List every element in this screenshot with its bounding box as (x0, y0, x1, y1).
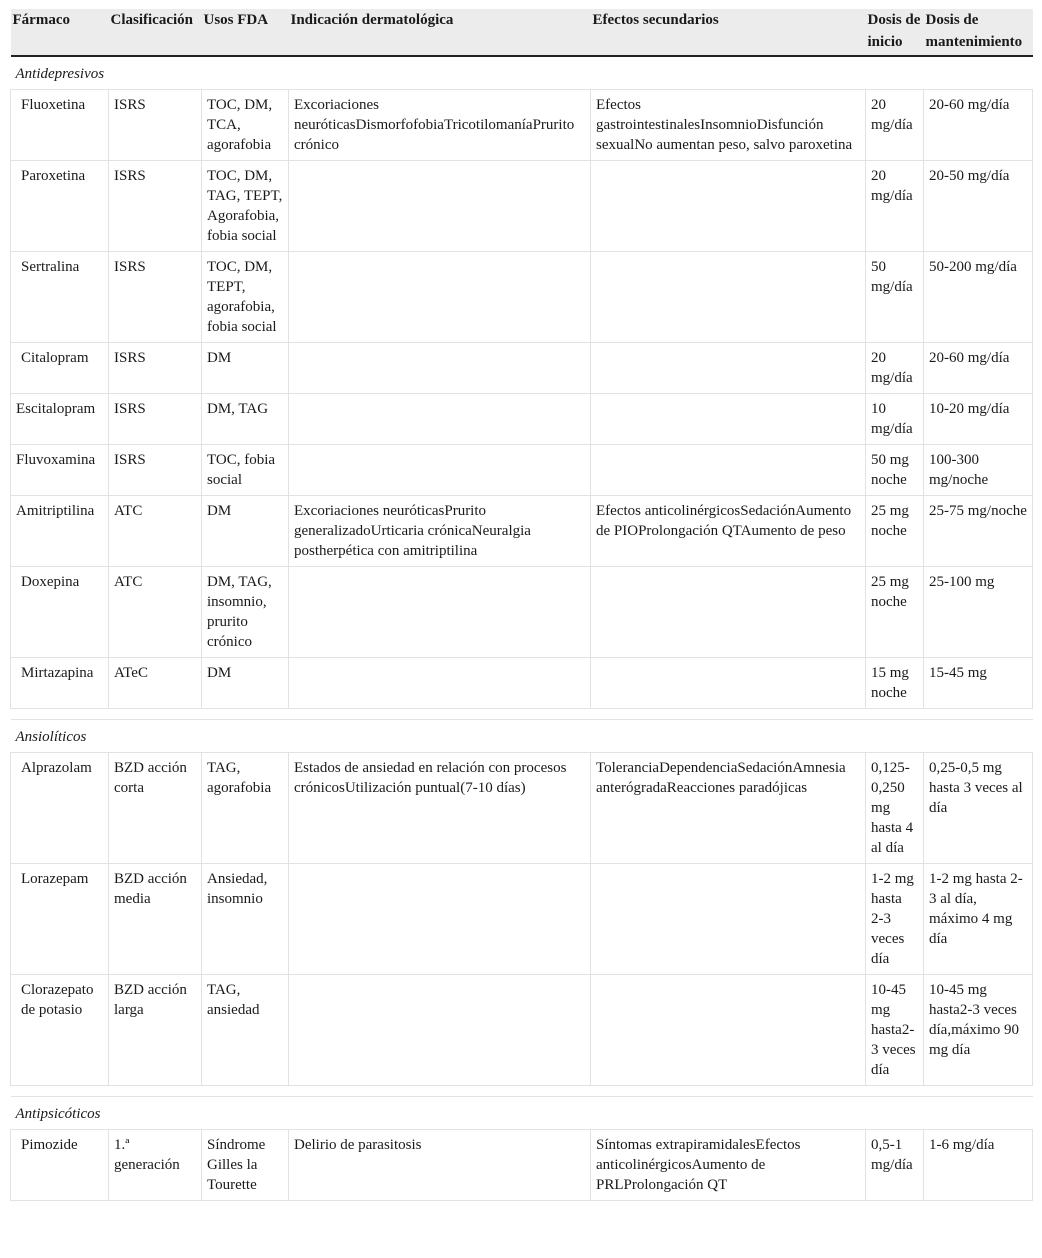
cell-usos: DM, TAG (202, 394, 289, 445)
cell-farmaco: Pimozide (11, 1130, 109, 1201)
cell-indicacion (289, 394, 591, 445)
cell-dosis-inicio: 0,5-1 mg/día (866, 1130, 924, 1201)
spacer-cell (11, 709, 1033, 720)
cell-farmaco: Sertralina (11, 252, 109, 343)
cell-indicacion: Excoriaciones neuróticasDismorfofobiaTricotilomaníaPrurito crónico (289, 90, 591, 161)
table-body (11, 56, 1033, 1201)
cell-usos: DM (202, 496, 289, 567)
cell-farmaco: Escitalopram (11, 394, 109, 445)
cell-usos: Ansiedad, insomnio (202, 864, 289, 975)
cell-efectos (591, 864, 866, 975)
header-usos: Usos FDA (202, 9, 289, 56)
cell-clasificacion: ISRS (109, 252, 202, 343)
cell-usos: DM (202, 658, 289, 709)
table-row (11, 864, 1033, 975)
table-row (11, 252, 1033, 343)
table-row (11, 1130, 1033, 1201)
section-title-row (11, 1097, 1033, 1130)
header-indicacion: Indicación dermatológica (289, 9, 591, 56)
cell-farmaco: Doxepina (11, 567, 109, 658)
cell-dosis-inicio: 20 mg/día (866, 161, 924, 252)
cell-dosis-mantenimiento: 25-100 mg (924, 567, 1033, 658)
cell-efectos: Efectos anticolinérgicosSedaciónAumento de PIOProlongación QTAumento de peso (591, 496, 866, 567)
cell-indicacion (289, 161, 591, 252)
cell-dosis-inicio: 50 mg noche (866, 445, 924, 496)
cell-farmaco: Lorazepam (11, 864, 109, 975)
table-row (11, 496, 1033, 567)
cell-dosis-mantenimiento: 20-60 mg/día (924, 90, 1033, 161)
cell-dosis-mantenimiento: 50-200 mg/día (924, 252, 1033, 343)
cell-indicacion (289, 975, 591, 1086)
section-spacer (11, 709, 1033, 720)
section-title: Antipsicóticos (11, 1097, 1033, 1130)
drug-table (10, 9, 1033, 1201)
cell-usos: TOC, fobia social (202, 445, 289, 496)
cell-clasificacion: ISRS (109, 161, 202, 252)
cell-farmaco: Fluvoxamina (11, 445, 109, 496)
cell-efectos: ToleranciaDependenciaSedaciónAmnesia anterógradaReacciones paradójicas (591, 753, 866, 864)
cell-dosis-mantenimiento: 20-50 mg/día (924, 161, 1033, 252)
cell-dosis-mantenimiento: 20-60 mg/día (924, 343, 1033, 394)
header-row (11, 9, 1033, 56)
cell-dosis-inicio: 10-45 mg hasta2-3 veces día (866, 975, 924, 1086)
cell-efectos (591, 975, 866, 1086)
cell-dosis-inicio: 0,125-0,250 mg hasta 4 al día (866, 753, 924, 864)
cell-dosis-inicio: 20 mg/día (866, 343, 924, 394)
cell-dosis-inicio: 50 mg/día (866, 252, 924, 343)
cell-usos: DM (202, 343, 289, 394)
cell-clasificacion: BZD acción larga (109, 975, 202, 1086)
cell-clasificacion: ISRS (109, 343, 202, 394)
cell-farmaco: Citalopram (11, 343, 109, 394)
table-row (11, 161, 1033, 252)
cell-usos: TAG, ansiedad (202, 975, 289, 1086)
cell-clasificacion: ATeC (109, 658, 202, 709)
cell-farmaco: Paroxetina (11, 161, 109, 252)
cell-dosis-inicio: 1-2 mg hasta 2-3 veces día (866, 864, 924, 975)
cell-farmaco: Alprazolam (11, 753, 109, 864)
cell-dosis-inicio: 20 mg/día (866, 90, 924, 161)
cell-indicacion: Estados de ansiedad en relación con procesos crónicosUtilización puntual(7-10 días) (289, 753, 591, 864)
cell-clasificacion: BZD acción corta (109, 753, 202, 864)
cell-dosis-mantenimiento: 25-75 mg/noche (924, 496, 1033, 567)
cell-indicacion (289, 864, 591, 975)
header-dosis-mantenimiento: Dosis de mantenimiento (924, 9, 1033, 56)
cell-indicacion: Delirio de parasitosis (289, 1130, 591, 1201)
cell-efectos (591, 445, 866, 496)
cell-farmaco: Clorazepato de potasio (11, 975, 109, 1086)
cell-efectos (591, 567, 866, 658)
cell-efectos (591, 394, 866, 445)
section-title: Ansiolíticos (11, 720, 1033, 753)
section-title: Antidepresivos (11, 56, 1033, 90)
header-farmaco: Fármaco (11, 9, 109, 56)
cell-usos: DM, TAG, insomnio, prurito crónico (202, 567, 289, 658)
cell-clasificacion: BZD acción media (109, 864, 202, 975)
cell-clasificacion: 1.ª generación (109, 1130, 202, 1201)
cell-indicacion (289, 343, 591, 394)
cell-efectos: Efectos gastrointestinalesInsomnioDisfunción sexualNo aumentan peso, salvo paroxetina (591, 90, 866, 161)
cell-dosis-inicio: 15 mg noche (866, 658, 924, 709)
cell-clasificacion: ATC (109, 496, 202, 567)
section-title-row (11, 56, 1033, 90)
table-row (11, 445, 1033, 496)
table-row (11, 90, 1033, 161)
cell-farmaco: Mirtazapina (11, 658, 109, 709)
cell-indicacion (289, 252, 591, 343)
cell-dosis-mantenimiento: 10-20 mg/día (924, 394, 1033, 445)
section-spacer (11, 1086, 1033, 1097)
cell-clasificacion: ISRS (109, 445, 202, 496)
cell-dosis-mantenimiento: 1-6 mg/día (924, 1130, 1033, 1201)
table-row (11, 975, 1033, 1086)
header-clasificacion: Clasificación (109, 9, 202, 56)
table-row (11, 567, 1033, 658)
cell-efectos (591, 252, 866, 343)
cell-indicacion (289, 658, 591, 709)
cell-dosis-mantenimiento: 15-45 mg (924, 658, 1033, 709)
header-dosis-inicio: Dosis de inicio (866, 9, 924, 56)
cell-dosis-mantenimiento: 100-300 mg/noche (924, 445, 1033, 496)
cell-efectos (591, 343, 866, 394)
drug-table-container (10, 9, 1032, 1201)
cell-indicacion: Excoriaciones neuróticasPrurito generalizadoUrticaria crónicaNeuralgia postherpética con amitriptilina (289, 496, 591, 567)
cell-efectos (591, 161, 866, 252)
table-row (11, 343, 1033, 394)
cell-farmaco: Fluoxetina (11, 90, 109, 161)
cell-usos: TOC, DM, TCA, agorafobia (202, 90, 289, 161)
cell-clasificacion: ATC (109, 567, 202, 658)
cell-usos: Síndrome Gilles la Tourette (202, 1130, 289, 1201)
cell-efectos (591, 658, 866, 709)
section-title-row (11, 720, 1033, 753)
header-efectos: Efectos secundarios (591, 9, 866, 56)
cell-efectos: Síntomas extrapiramidalesEfectos anticolinérgicosAumento de PRLProlongación QT (591, 1130, 866, 1201)
cell-dosis-inicio: 25 mg noche (866, 496, 924, 567)
cell-dosis-inicio: 10 mg/día (866, 394, 924, 445)
cell-dosis-mantenimiento: 10-45 mg hasta2-3 veces día,máximo 90 mg día (924, 975, 1033, 1086)
cell-clasificacion: ISRS (109, 90, 202, 161)
cell-usos: TOC, DM, TEPT, agorafobia, fobia social (202, 252, 289, 343)
cell-dosis-inicio: 25 mg noche (866, 567, 924, 658)
cell-usos: TAG, agorafobia (202, 753, 289, 864)
cell-dosis-mantenimiento: 0,25-0,5 mg hasta 3 veces al día (924, 753, 1033, 864)
cell-indicacion (289, 567, 591, 658)
cell-indicacion (289, 445, 591, 496)
table-row (11, 753, 1033, 864)
cell-usos: TOC, DM, TAG, TEPT, Agorafobia, fobia social (202, 161, 289, 252)
cell-clasificacion: ISRS (109, 394, 202, 445)
spacer-cell (11, 1086, 1033, 1097)
cell-dosis-mantenimiento: 1-2 mg hasta 2-3 al día, máximo 4 mg día (924, 864, 1033, 975)
table-row (11, 658, 1033, 709)
cell-farmaco: Amitriptilina (11, 496, 109, 567)
table-row (11, 394, 1033, 445)
